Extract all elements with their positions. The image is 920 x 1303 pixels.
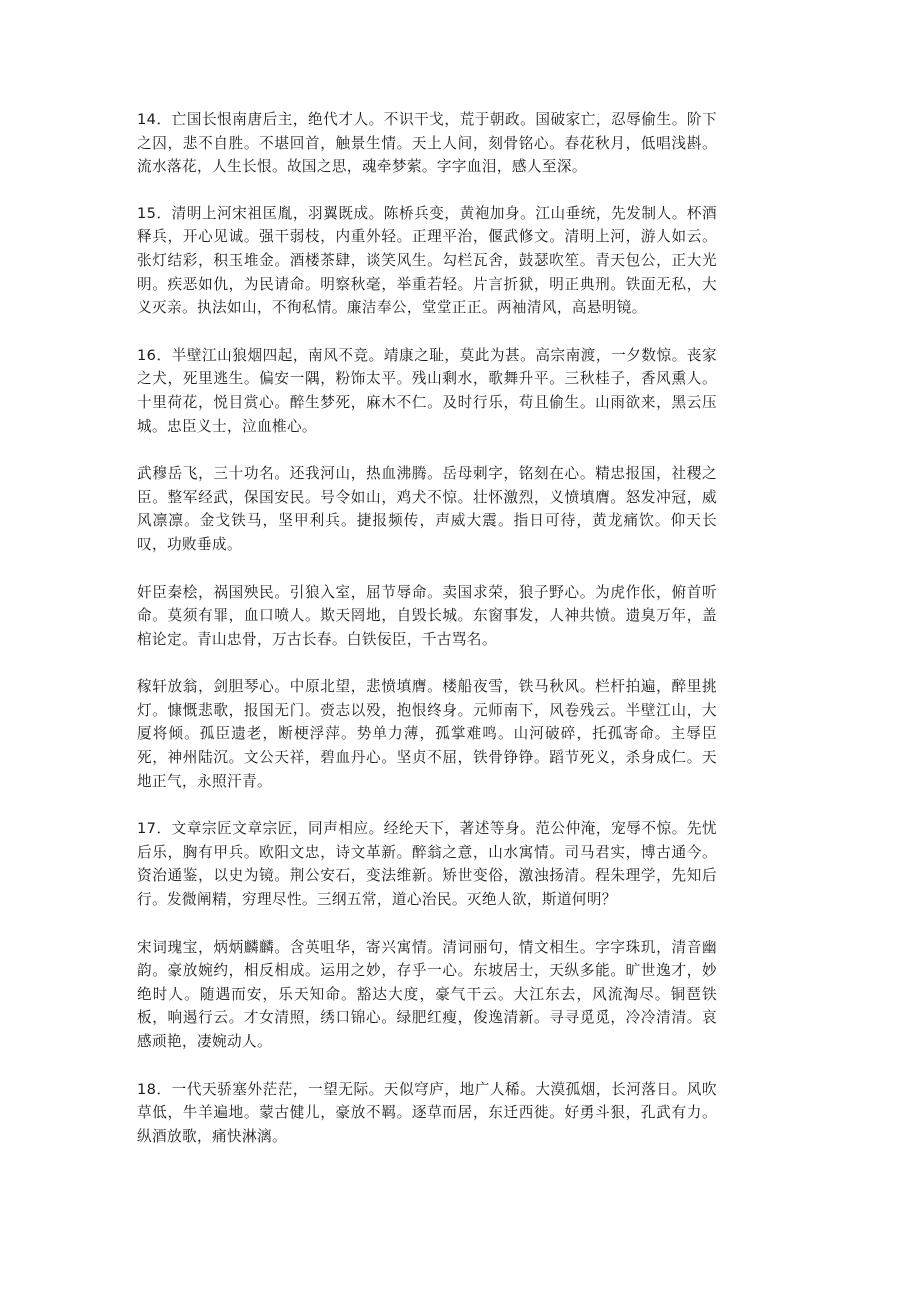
paragraph-15: 15．清明上河宋祖匡胤，羽翼既成。陈桥兵变，黄袍加身。江山垂统，先发制人。杯酒释兵，开心见诚。强干弱枝，内重外轻。正理平治，偃武修文。清明上河，游人如云。张灯结彩，积玉堆金。酒楼茶肆，谈笑风生。勾栏瓦舍，鼓瑟吹笙。青天包公，正大光明。疾恶如仇，为民请命。明察秋毫，举重若轻。片言折狱，明正典刑。铁面无私，大义灭亲。执法如山，不徇私情。廉洁奉公，堂堂正正。两袖清风，高悬明镜。 xyxy=(137,204,717,317)
paragraph-17: 17．文章宗匠文章宗匠，同声相应。经纶天下，著述等身。范公仲淹，宠辱不惊。先忧后乐，胸有甲兵。欧阳文忠，诗文革新。醉翁之意，山水寓情。司马君实，博古通今。资治通鉴，以史为镜。荆公安石，变法维新。矫世变俗，激浊扬清。程朱理学，先知后行。发微阐精，穷理尽性。三纲五常，道心治民。灭绝人欲，斯道何明？ xyxy=(137,820,717,909)
paragraph-16: 16．半壁江山狼烟四起，南风不竞。靖康之耻，莫此为甚。高宗南渡，一夕数惊。丧家之犬，死里逃生。偏安一隅，粉饰太平。残山剩水，歌舞升平。三秋桂子，香风熏人。十里荷花，悦目赏心。醉生梦死，麻木不仁。及时行乐，苟且偷生。山雨欲来，黑云压城。忠臣义士，泣血椎心。 xyxy=(137,346,717,435)
paragraph-jiaxuan: 稼轩放翁，剑胆琴心。中原北望，悲愤填膺。楼船夜雪，铁马秋风。栏杆拍遍，醉里挑灯。慷慨悲歌，报国无门。赍志以殁，抱恨终身。元师南下，风卷残云。半壁江山，大厦将倾。孤臣遗老，断梗浮萍。势单力薄，孤掌难鸣。山河破碎，托孤寄命。主辱臣死，神州陆沉。文公天祥，碧血丹心。坚贞不屈，铁骨铮铮。蹈节死义，杀身成仁。天地正气，永照汗青。 xyxy=(137,678,717,790)
paragraph-qinhui: 奸臣秦桧，祸国殃民。引狼入室，屈节辱命。卖国求荣，狼子野心。为虎作伥，俯首听命。莫须有罪，血口喷人。欺天罔地，自毁长城。东窗事发，人神共愤。遗臭万年，盖棺论定。青山忠骨，万古长春。白铁佞臣，千古骂名。 xyxy=(137,583,717,648)
paragraph-songci: 宋词瑰宝，炳炳麟麟。含英咀华，寄兴寓情。清词丽句，情文相生。字字珠玑，清音幽韵。豪放婉约，相反相成。运用之妙，存乎一心。东坡居士，天纵多能。旷世逸才，妙绝时人。随遇而安，乐天知命。豁达大度，豪气干云。大江东去，风流淘尽。铜琶铁板，响遏行云。才女清照，绣口锦心。绿肥红瘦，俊逸清新。寻寻觅觅，冷冷清清。哀感顽艳，凄婉动人。 xyxy=(137,938,717,1050)
paragraph-18: 18．一代天骄塞外茫茫，一望无际。天似穹庐，地广人稀。大漠孤烟，长河落日。风吹草低，牛羊遍地。蒙古健儿，豪放不羁。逐草而居，东迁西徙。好勇斗狠，孔武有力。纵酒放歌，痛快淋漓。 xyxy=(137,1080,717,1145)
document-body xyxy=(137,108,717,1172)
paragraph-yuefei: 武穆岳飞，三十功名。还我河山，热血沸腾。岳母刺字，铭刻在心。精忠报国，社稷之臣。整军经武，保国安民。号令如山，鸡犬不惊。壮怀激烈，义愤填膺。怒发冲冠，威风凛凛。金戈铁马，坚甲利兵。捷报频传，声威大震。指日可待，黄龙痛饮。仰天长叹，功败垂成。 xyxy=(137,465,717,553)
paragraph-14: 14．亡国长恨南唐后主，绝代才人。不识干戈，荒于朝政。国破家亡，忍辱偷生。阶下之囚，悲不自胜。不堪回首，触景生情。天上人间，刻骨铭心。春花秋月，低唱浅斟。流水落花，人生长恨。故国之思，魂牵梦萦。字字血泪，感人至深。 xyxy=(137,111,717,176)
